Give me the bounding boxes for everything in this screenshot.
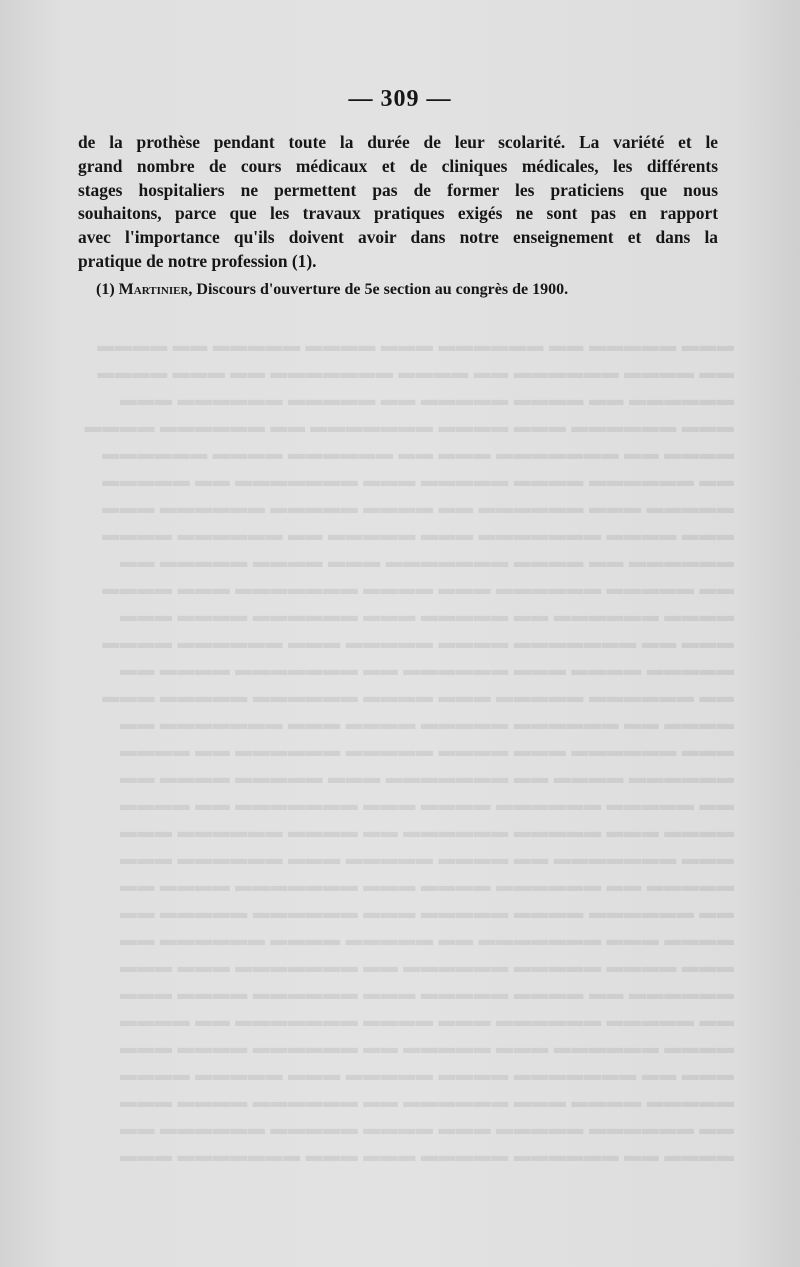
paragraph-line: pratique de notre profession (1).: [78, 250, 317, 271]
footnote-marker: (1): [96, 281, 115, 298]
main-paragraph: [78, 131, 718, 274]
paragraph-line: avec l'importance qu'ils doivent avoir dans notre enseignement et dans la: [78, 227, 718, 248]
paragraph-line: souhaitons, parce que les travaux pratiques exigés ne sont pas en rapport: [78, 203, 718, 224]
footnote: [96, 279, 716, 301]
footnote-author: Martinier,: [118, 281, 193, 298]
footnote-text: Discours d'ouverture de 5e section au congrès de 1900.: [196, 281, 569, 298]
page-number: — 309 —: [348, 86, 452, 112]
bleed-through-texture: ▬▬▬ ▬▬▬▬▬ ▬▬ ▬▬▬▬▬▬ ▬▬▬ ▬▬▬▬ ▬▬▬▬▬ ▬▬ ▬▬▬▬ ▬▬ ▬▬▬▬ ▬▬▬▬▬▬ ▬▬ ▬▬▬▬ ▬▬▬▬▬▬▬ ▬▬ ▬▬▬ ▬▬▬▬ ▬▬▬▬▬▬ ▬▬ ▬▬▬▬ ▬▬▬▬▬ ▬▬ ▬▬▬▬▬ ▬▬▬▬▬▬ ▬▬▬ ▬▬▬ ▬▬▬▬▬▬ ▬▬▬ ▬▬▬▬ ▬▬▬▬▬▬▬ ▬▬ ▬▬▬▬▬▬ ▬▬▬▬ ▬▬▬▬ ▬▬ ▬▬▬▬▬▬▬ ▬▬▬ ▬▬ ▬▬▬▬▬▬ ▬▬▬▬ ▬▬▬▬▬▬ ▬▬ ▬▬▬▬▬▬ ▬▬▬▬ ▬▬▬▬▬ ▬▬▬ ▬▬▬▬▬▬▬ ▬▬ ▬▬▬▬▬ ▬▬▬▬▬ ▬▬▬ ▬▬▬▬▬▬ ▬▬ ▬▬▬▬ ▬▬▬▬▬ ▬▬▬▬▬▬ ▬▬▬ ▬▬▬ ▬▬▬▬ ▬▬▬▬▬▬▬ ▬▬▬ ▬▬▬▬▬ ▬▬ ▬▬▬▬▬▬ ▬▬▬▬ ▬▬▬▬▬▬ ▬▬ ▬▬▬▬ ▬▬▬▬▬▬▬ ▬▬▬ ▬▬▬▬ ▬▬▬▬▬ ▬▬ ▬▬ ▬▬▬▬▬ ▬▬▬▬▬▬ ▬▬▬ ▬▬▬▬ ▬▬▬▬▬▬▬ ▬▬▬ ▬▬▬▬ ▬▬▬▬ ▬▬▬▬▬▬ ▬▬ ▬▬▬▬▬ ▬▬▬ ▬▬▬▬▬▬ ▬▬▬▬ ▬▬▬ ▬▬▬ ▬▬ ▬▬▬▬▬▬▬ ▬▬▬▬ ▬▬▬▬▬ ▬▬▬ ▬▬▬▬▬▬ ▬▬▬▬ ▬▬▬▬▬ ▬▬▬▬ ▬▬▬ ▬▬▬▬▬▬ ▬▬ ▬▬▬▬▬▬▬ ▬▬▬▬ ▬▬ ▬▬ ▬▬▬▬▬▬ ▬▬▬▬▬ ▬▬▬ ▬▬▬▬ ▬▬▬▬▬▬ ▬▬▬▬▬ ▬▬▬ ▬▬▬▬ ▬▬ ▬▬▬▬▬▬ ▬▬▬▬▬ ▬▬▬▬ ▬▬▬ ▬▬▬▬▬▬▬ ▬▬ ▬▬▬ ▬▬▬▬▬▬ ▬▬▬ ▬▬▬▬ ▬▬▬▬▬ ▬▬▬▬▬▬ ▬▬ ▬▬▬▬ ▬▬▬▬▬▬ ▬▬▬▬ ▬▬ ▬▬▬▬▬▬▬ ▬▬▬ ▬▬▬▬▬ ▬▬▬▬ ▬▬ ▬▬ ▬▬▬▬▬ ▬▬▬▬▬▬ ▬▬▬▬ ▬▬▬ ▬▬▬▬▬▬▬ ▬▬ ▬▬▬▬ ▬▬▬▬ ▬▬▬ ▬▬▬▬▬ ▬▬▬▬▬▬ ▬▬ ▬▬▬▬ ▬▬▬▬▬▬ ▬▬▬ ▬▬▬ ▬▬▬▬▬▬▬ ▬▬ ▬▬▬▬ ▬▬▬▬▬ ▬▬▬ ▬▬▬▬▬▬ ▬▬▬ ▬▬▬▬▬ ▬▬ ▬▬▬▬▬▬ ▬▬▬▬ ▬▬▬ ▬▬▬▬▬▬▬ ▬▬▬▬ ▬▬ ▬▬ ▬▬▬▬▬▬ ▬▬▬▬ ▬▬▬▬▬ ▬▬▬ ▬▬▬▬▬▬ ▬▬▬▬▬ ▬▬ ▬▬▬▬ ▬▬▬ ▬▬▬▬▬▬▬ ▬▬ ▬▬▬▬▬ ▬▬▬▬ ▬▬▬▬▬▬ ▬▬ ▬▬▬ ▬▬▬▬ ▬▬▬▬▬ ▬▬▬▬▬▬ ▬▬ ▬▬▬▬▬▬▬ ▬▬▬ ▬▬▬ ▬▬▬▬▬▬ ▬▬ ▬▬▬▬ ▬▬▬▬▬ ▬▬▬ ▬▬▬▬▬▬ ▬▬▬▬ ▬▬▬ ▬▬ ▬▬▬▬▬ ▬▬▬▬▬▬ ▬▬▬ ▬▬▬▬ ▬▬▬▬▬▬▬ ▬▬ ▬▬▬▬ ▬▬▬▬ ▬▬▬▬▬▬ ▬▬▬ ▬▬▬▬▬ ▬▬ ▬▬▬▬▬▬ ▬▬▬▬ ▬▬▬ ▬▬▬ ▬▬ ▬▬▬▬▬▬▬ ▬▬▬▬ ▬▬▬▬▬ ▬▬▬ ▬▬▬▬▬ ▬▬▬▬ ▬▬▬▬▬ ▬▬▬▬ ▬▬▬ ▬▬▬▬▬▬ ▬▬ ▬▬▬▬▬▬ ▬▬▬▬ ▬▬▬ ▬▬ ▬▬▬▬▬▬ ▬▬▬▬▬ ▬▬▬ ▬▬▬▬ ▬▬▬▬▬ ▬▬▬▬▬▬ ▬▬ ▬▬▬▬ ▬▬ ▬▬▬▬▬▬ ▬▬▬▬▬ ▬▬▬ ▬▬▬ ▬▬▬▬▬▬▬ ▬▬▬: [84, 336, 734, 1165]
paragraph-line: stages hospitaliers ne permettent pas de former les praticiens que nous: [78, 179, 718, 200]
paragraph-line: grand nombre de cours médicaux et de cliniques médicales, les différents: [78, 155, 718, 176]
paragraph-line: de la prothèse pendant toute la durée de leur scolarité. La variété et le: [78, 132, 718, 152]
